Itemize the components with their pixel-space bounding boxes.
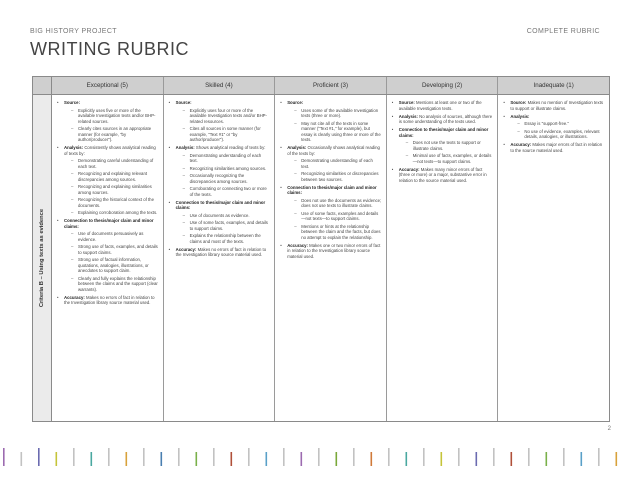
criterion-lead: Source: [64,100,80,105]
criterion-subpoint: – May not cite all of the texts in some manner ("Text #1," for example), but essay is clearly using three or more of the texts. [287,121,382,143]
decorative-bar [458,448,460,466]
header-corner [33,77,52,94]
criterion-lead: Analysis: [287,145,307,150]
criterion-item [503,114,605,140]
criterion-subpoint: – Minimal use of facts, examples, or details—not texts—to support claims. [399,153,494,164]
criterion-item [392,127,494,164]
criterion-lead: Connection to thesis/major claim and minor claims: [287,184,377,195]
criterion-subpoint: – Recognizing similarities among sources. [176,166,271,172]
criterion-subpoint: – Use of some facts, examples and details—not texts—to support claims. [287,211,382,222]
decorative-bar [598,448,600,466]
criterion-item [392,100,494,111]
criterion-subpoint: – Essay is "support-free." [510,121,605,127]
criterion-text: Mentions at least one or two of the available Investigation texts. [398,100,482,111]
decorative-bar [126,452,128,466]
decorative-bar [301,452,303,466]
criterion-text: No analysis of sources, although there is some understanding of the texts used. [398,113,493,124]
criterion-text: Makes one or two minor errors of fact in relation to the Investigation library source material used. [287,242,381,259]
criterion-subpoint: – Does not use the texts to support or illustrate claims. [399,140,494,151]
criterion-lead: Connection to thesis/major claim and minor claims: [64,218,154,229]
rubric-header-row [33,77,609,95]
criterion-subpoint: – Recognizing the historical context of the documents. [64,197,159,208]
criterion-subpoint: – Demonstrating understanding of each text. [287,158,382,169]
criterion-lead: Source: [398,100,415,105]
criterion-subpoint: – Cites all sources in some manner (for example, "Text #1" or "by author/producer"). [176,126,271,143]
decorative-bar [178,448,180,466]
criterion-subpoint: – Recognizing similarities or discrepancies between two sources. [287,171,382,182]
decorative-bars [0,448,638,466]
decorative-bar [336,452,338,466]
criterion-item [280,243,382,260]
decorative-bar [231,452,233,466]
criterion-lead: Accuracy: [510,142,532,147]
kicker: BIG HISTORY PROJECT [30,28,117,35]
decorative-bar [21,452,23,466]
col-header-exceptional: Exceptional (5) [52,77,164,94]
decorative-bar [581,452,583,466]
criterion-subpoint: – Use of some facts, examples, and details to support claims. [176,220,271,231]
decorative-bar [3,448,5,466]
cell-proficient [275,95,387,421]
criterion-lead: Source: [287,100,304,105]
criteria-label: Criteria B – Using texts as evidence [39,208,45,308]
decorative-bar [248,448,250,466]
col-header-developing: Developing (2) [387,77,499,94]
criterion-lead: Source: [175,100,192,105]
cell-skilled [164,95,276,421]
criterion-text: Occasionally shows analytical reading of the texts by: [287,145,380,156]
decorative-bar [318,448,320,466]
decorative-bar [266,452,268,466]
cell-exceptional [52,95,164,421]
criterion-subpoint: – Uses some of the available Investigation texts (three or more). [287,108,382,119]
decorative-bar [528,448,530,466]
criterion-item [57,100,159,143]
decorative-bar [371,452,373,466]
col-header-inadequate: Inadequate (1) [533,82,574,89]
criterion-subpoint: – Recognizing and explaining similarities among sources. [64,184,159,195]
col-header-proficient: Proficient (3) [275,77,387,94]
decorative-bar [108,448,110,466]
criterion-lead: Accuracy: [64,294,85,300]
criterion-text: Shows analytical reading of texts by: [195,145,266,150]
criterion-subpoint: – Explicitly uses five or more of the available Investigation texts and/or BHP-related sources. [64,108,159,125]
decorative-bar [56,452,58,466]
criterion-lead: Connection to thesis/major claim and minor claims: [398,127,489,138]
criterion-text: Consistently shows analytical reading of texts by: [64,145,156,156]
decorative-bar [353,448,355,466]
criterion-subpoint: – Occasionally recognizing the discrepancies among sources. [176,173,271,184]
criterion-subpoint: – Explicitly uses four or more of the available Investigation texts and/or BHP-related resources. [176,108,271,125]
decorative-bar [616,452,618,466]
decorative-bar [38,448,40,466]
criterion-subpoint: – Mentions or hints at the relationship between the claim and the facts, but does no attempt to explain the relationship. [287,224,382,241]
criterion-item [392,114,494,125]
complete-rubric-label: COMPLETE RUBRIC [526,28,600,35]
cell-developing [387,95,499,421]
criterion-text: Makes major errors of fact in relation to the source material used. [510,142,603,153]
decorative-bar [388,448,390,466]
decorative-bar [213,448,215,466]
criterion-subpoint: – Recognizing and explaining relevant discrepancies among sources. [64,171,159,182]
criterion-subpoint: – Demonstrating careful understanding of each text. [64,158,159,169]
criterion-lead: Analysis: [510,113,530,119]
criterion-item [57,218,159,292]
criterion-subpoint: – Strong use of factual information, quotations, analogies, illustrations, or anecdotes to support claim. [64,257,159,274]
decorative-bar [91,452,93,466]
decorative-bar [546,452,548,466]
criterion-subpoint: – Clearly cites sources in an appropriate manner (for example, "by author/producer"). [64,126,159,143]
decorative-bar [196,452,198,466]
criterion-item [280,100,382,143]
criterion-subpoint: – Clearly and fully explains the relationship between the claims and the support (clear warrants). [64,276,159,293]
decorative-bar [441,452,443,466]
criterion-subpoint: – Use of documents as evidence. [176,213,271,219]
criteria-label-cell [33,95,52,421]
decorative-bar [476,452,478,466]
decorative-bar [406,452,408,466]
rubric-table [32,76,610,422]
criterion-item [169,145,271,197]
criterion-text: Makes no errors of fact in relation to the Investigation library source material used. [64,294,155,305]
col-header-skilled: Skilled (4) [164,77,276,94]
criterion-item [392,167,494,184]
decorative-bar [161,452,163,466]
criteria-row [33,95,609,421]
criterion-item [503,142,605,153]
criterion-subpoint: – Demonstrating understanding of each text. [176,153,271,164]
criterion-subpoint: – Explains the relationship between the claims and most of the texts. [176,233,271,244]
criterion-lead: Accuracy: [287,242,308,248]
criterion-item [169,200,271,245]
page-title: WRITING RUBRIC [30,39,189,59]
criterion-subpoint: – No use of evidence, examples, relevant details, analogies, or illustrations. [510,129,605,140]
decorative-bar [511,452,513,466]
criterion-item [57,145,159,216]
criterion-item [57,295,159,306]
criterion-text: Makes no errors of fact in relation to the Investigation library source material used. [175,246,267,257]
cell-inadequate [498,95,609,421]
page-number: 2 [607,426,611,432]
criterion-subpoint: – Does not use the documents as evidence; does not use texts to illustrate claims. [287,198,382,209]
criterion-lead: Accuracy: [398,166,420,172]
criterion-lead: Analysis: [398,113,418,119]
criterion-lead: Accuracy: [175,246,197,252]
decorative-bar [283,448,285,466]
criterion-lead: Analysis: [64,145,84,150]
criterion-text: Makes many minor errors of fact (three or more) or a major, substantive error in relation to the source material used. [398,166,487,183]
criterion-item [280,185,382,241]
criterion-lead: Source: [510,100,527,105]
criterion-lead: Connection to thesis/major claim and minor claims: [175,199,266,210]
criterion-subpoint: – Strong use of facts, examples, and details to support claims. [64,244,159,255]
decorative-bar [493,448,495,466]
criterion-item [169,100,271,143]
criterion-item [280,145,382,182]
decorative-bar [563,448,565,466]
criterion-lead: Analysis: [175,145,195,150]
criterion-subpoint: – Explaining corroboration among the texts. [64,210,159,216]
decorative-bar [73,448,75,466]
criterion-item [503,100,605,111]
decorative-bar [423,448,425,466]
criterion-subpoint: – Corroborating or connecting two or more of the texts. [176,186,271,197]
criterion-subpoint: – Use of documents persuasively as evidence. [64,231,159,242]
criterion-text: Makes no mention of Investigation texts to support or illustrate claims. [510,100,604,111]
decorative-bar [143,448,145,466]
criterion-item [169,247,271,258]
